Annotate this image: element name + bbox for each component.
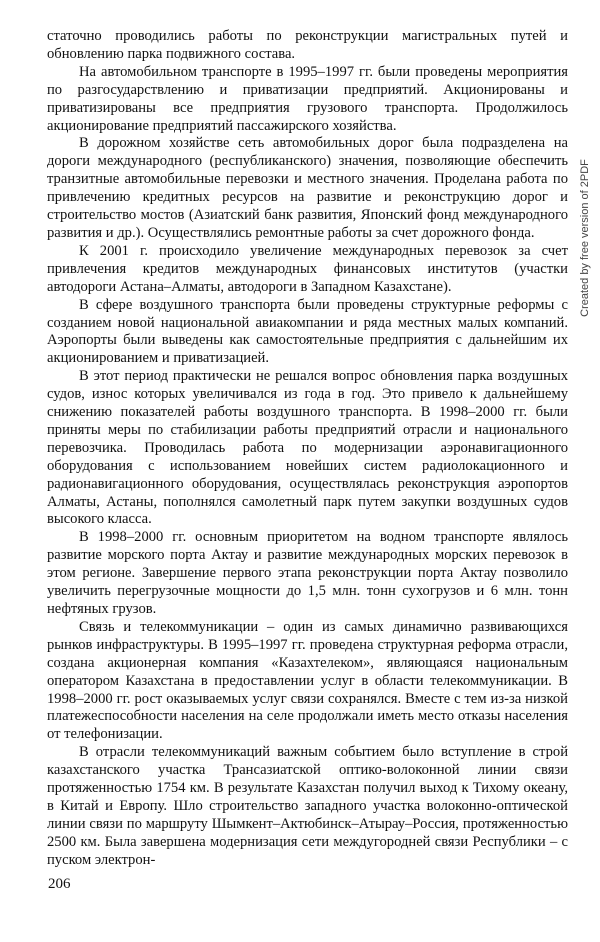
paragraph-road-transport: На автомобильном транспорте в 1995–1997 гг. были проведены мероприятия по разгосударствлению и приватизации предприятий. Акционированы и приватизированы все предприятия грузового транспорта. Продолжилось акционирование предприятий пассажирского хозяйства. <box>47 63 568 134</box>
paragraph-fiber-optic-line: В отрасли телекоммуникаций важным событием было вступление в строй казахстанского участка Трансазиатской оптико-волоконной линии связи протяженностью 1754 км. В результате Казахстан получил выход к Тихому океану, в Китай и Европу. Шло строительство западного участка волоконно-оптической линии связи по маршруту Шымкент–Актюбинск–Атырау–Россия, протяженностью 2500 км. Была завершена модернизация сети междугородней связи Республики – с пуском электрон- <box>47 744 568 868</box>
paragraph-telecommunications: Связь и телекоммуникации – один из самых динамично развивающихся рынков инфраструктуры. В 1995–1997 гг. проведена структурная реформа отрасли, создана акционерная компания «Казахтелеком», являющаяся национальным оператором Казахстана в предоставлении услуг в области телекоммуникации. В 1998–2000 гг. рост оказываемых услуг связи сохранялся. Вместе с тем из-за низкой платежеспособности населения на селе продолжали иметь место отказы населения от телефонизации. <box>47 618 568 743</box>
paragraph-railway-continuation: статочно проводились работы по реконструкции магистральных путей и обновлению парка подвижного состава. <box>47 28 568 62</box>
page-number: 206 <box>48 876 71 892</box>
watermark-text: Created by free version of 2PDF <box>579 159 591 317</box>
paragraph-water-transport: В 1998–2000 гг. основным приоритетом на водном транспорте являлось развитие морского порта Актау и развитие международных морских перевозок в этом регионе. Завершение первого этапа реконструкции порта Актау позволило увеличить перегрузочные мощности до 1,5 млн. тонн сухогрузов и 6 млн. тонн нефтяных грузов. <box>47 529 568 617</box>
body-text <box>47 28 568 870</box>
paragraph-road-infrastructure: В дорожном хозяйстве сеть автомобильных дорог была подразделена на дороги международного (республиканского) значения, позволяющие обеспечить транзитные автомобильные перевозки и местного значения. Проделана работа по привлечению кредитных ресурсов на развитие и реконструкцию дорог и строительство мостов (Азиатский банк развития, Японский фонд международного развития и др.). Осуществлялись ремонтные работы за счет дорожного фонда. <box>47 135 568 241</box>
paragraph-air-transport: В сфере воздушного транспорта были проведены структурные реформы с созданием новой национальной авиакомпании и ряда местных малых компаний. Аэропорты были выведены как самостоятельные предприятия с дальнейшим их акционированием и приватизацией. <box>47 296 568 367</box>
paragraph-international-transport: К 2001 г. происходило увеличение международных перевозок за счет привлечения кредитов международных финансовых институтов (участки автодороги Астана–Алматы, автодороги в Западном Казахстане). <box>47 242 568 295</box>
paragraph-aircraft-fleet: В этот период практически не решался вопрос обновления парка воздушных судов, износ которых увеличивался из года в год. Это привело к дальнейшему снижению показателей работы воздушного транспорта. В 1998–2000 гг. были приняты меры по стабилизации работы предприятий отрасли и национального перевозчика. Проводилась работа по модернизации аэронавигационного оборудования с использованием новейших систем радиолокационного и радионавигационного оборудования, осуществлялась реконструкция аэропортов Алматы, Астаны, пополнялся самолетный парк путем закупки воздушных судов высокого класса. <box>47 368 568 528</box>
